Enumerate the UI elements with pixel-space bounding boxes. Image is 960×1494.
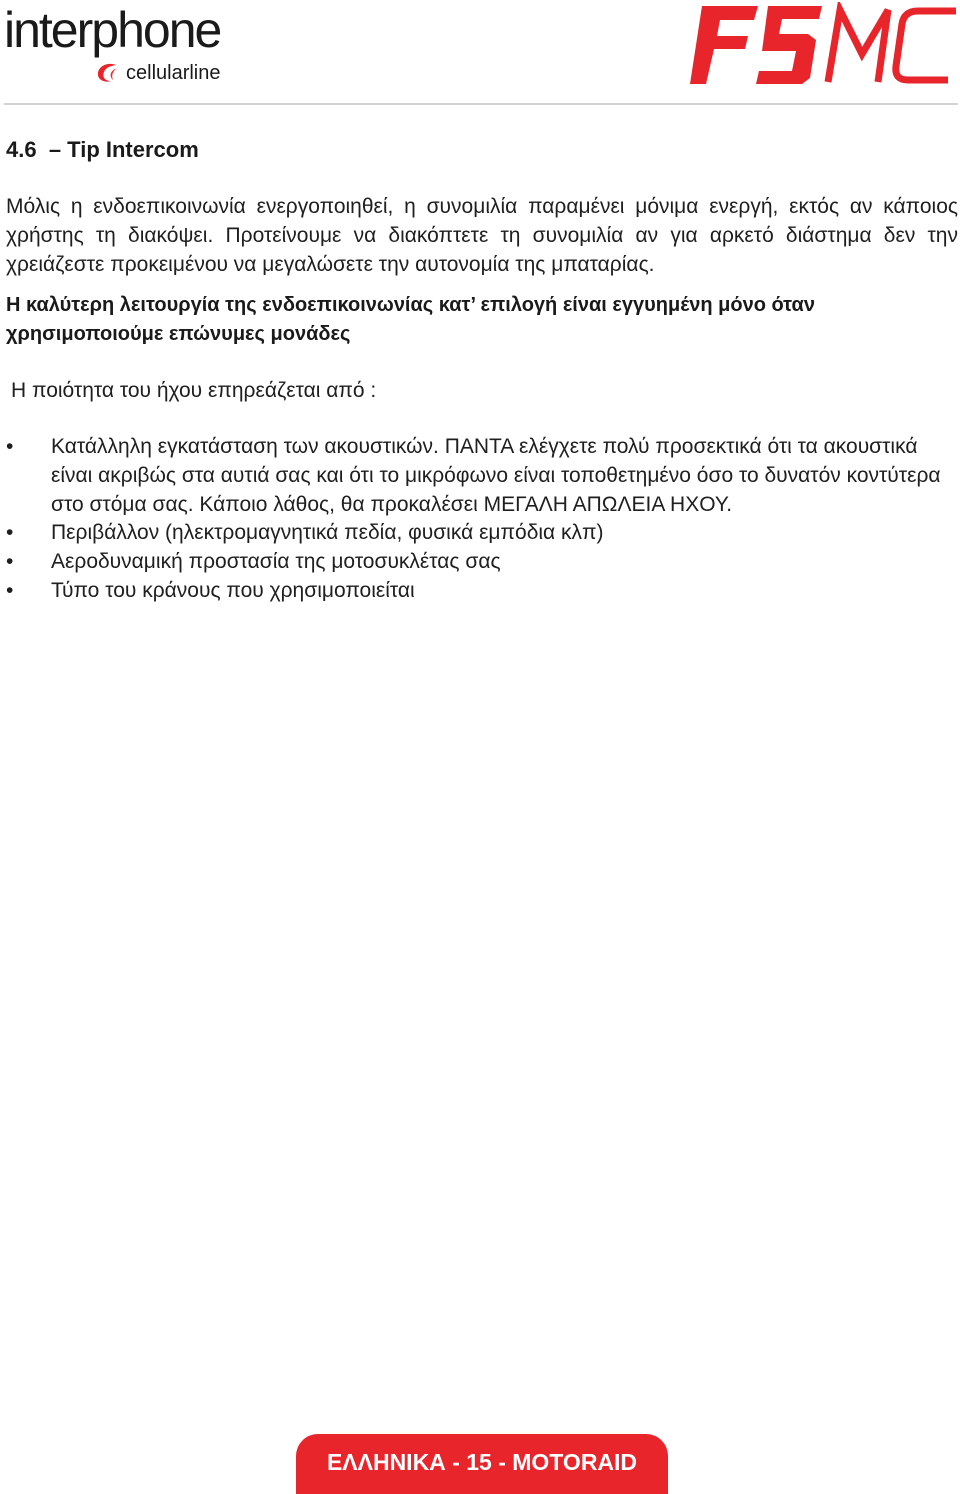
- f5mc-logo-graphic: [686, 2, 960, 88]
- page-content: [6, 132, 958, 606]
- lead-paragraph: Η ποιότητα του ήχου επηρεάζεται από :: [11, 379, 377, 402]
- bullet: •: [6, 550, 14, 574]
- list-item-text: Αεροδυναμική προστασία της μοτοσυκλέτας σας: [51, 550, 501, 574]
- cellularline-swoosh-icon: [96, 62, 120, 84]
- factors-list: [6, 433, 958, 606]
- page-header: [0, 0, 960, 104]
- footer-page-tab: [296, 1434, 668, 1494]
- section-title: – Tip Intercom: [48, 137, 199, 162]
- list-item: [6, 519, 958, 548]
- intro-paragraph: Μόλις η ενδοεπικοινωνία ενεργοποιηθεί, η συνομιλία παραμένει μόνιμα ενεργή, εκτός αν κάποιος χρήστης τη διακόψει. Προτείνουμε να διακόπτετε τη συνομιλία αν για αρκετό διάστημα δεν την χρειάζεστε προκειμένου να μεγαλώσετε την αυτονομία της μπαταρίας.: [6, 195, 958, 276]
- list-item: [6, 433, 958, 519]
- list-item: [6, 548, 958, 577]
- section-number: 4.6: [6, 137, 37, 162]
- list-item-text: Περιβάλλον (ηλεκτρομαγνητικά πεδία, φυσικά εμπόδια κλπ): [51, 521, 604, 545]
- sub-brand-name: cellularline: [126, 62, 221, 84]
- note-paragraph: Η καλύτερη λειτουργία της ενδοεπικοινωνίας κατ’ επιλογή είναι εγγυημένη μόνο όταν χρησιμοποιούμε επώνυμες μονάδες: [6, 294, 815, 345]
- product-logo: [686, 2, 960, 88]
- brand-name: interphone: [4, 2, 221, 58]
- header-divider: [4, 103, 958, 105]
- list-item-text: Τύπο του κράνους που χρησιμοποιείται: [51, 578, 415, 602]
- section-heading: [6, 134, 958, 166]
- bullet: •: [6, 435, 14, 458]
- bullet: •: [6, 578, 14, 602]
- interphone-logo: [4, 0, 224, 92]
- list-item-text: Κατάλληλη εγκατάσταση των ακουστικών. ΠΑΝΤΑ ελέγχετε πολύ προσεκτικά ότι τα ακουστικά είναι ακριβώς στα αυτιά σας και ότι το μικρόφωνο είναι τοποθετημένο όσο το δυνατόν κοντύτερα στο στόμα σας. Κάποιο λάθος, θα προκαλέσει ΜΕΓΑΛΗ ΑΠΩΛΕΙΑ ΗΧΟΥ.: [51, 435, 941, 516]
- footer-label: ΕΛΛΗΝΙΚΑ - 15 - MOTORAID: [326, 1449, 638, 1475]
- list-item: [6, 577, 958, 606]
- bullet: •: [6, 521, 14, 545]
